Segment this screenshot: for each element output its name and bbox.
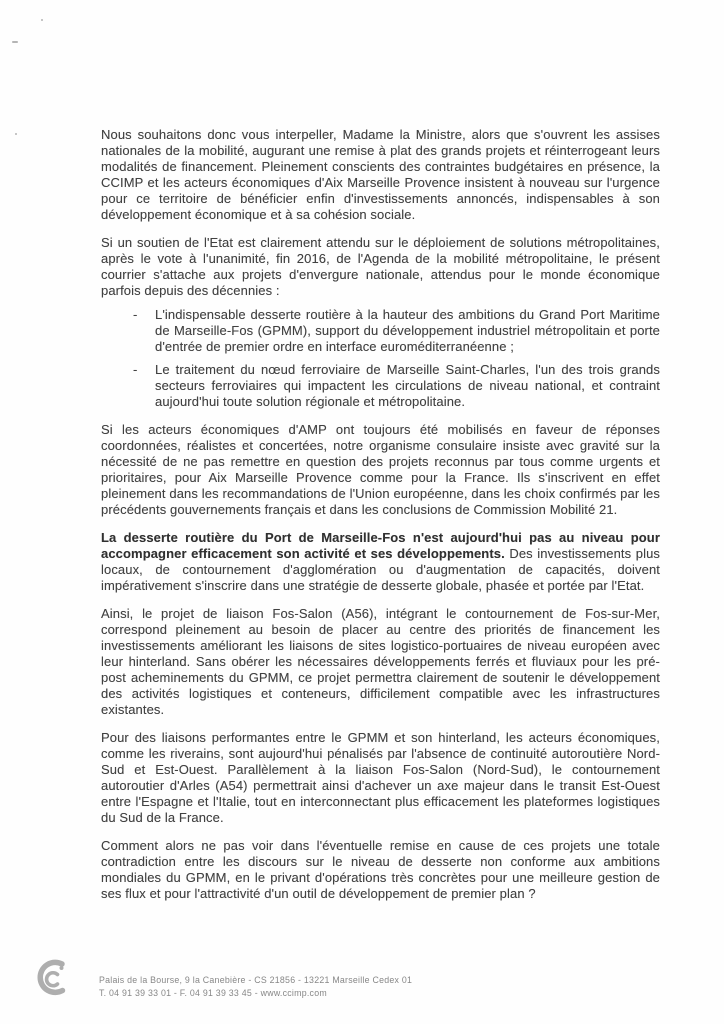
bullet-text: L'indispensable desserte routière à la hauteur des ambitions du Grand Port Maritime de Marseille-Fos (GPMM), support du développement industriel métropolitain et porte d'entrée de premier ordre en interface euroméditerranéenne ; <box>155 307 660 354</box>
paragraph-port-emphasis <box>101 530 660 594</box>
letter-body <box>101 127 660 914</box>
bold-statement: La desserte routière du Port de Marseille-Fos n'est aujourd'hui pas au niveau pour accompagner efficacement son activité et ses développements. <box>101 530 660 561</box>
paragraph-intro: Nous souhaitons donc vous interpeller, Madame la Ministre, alors que s'ouvrent les assises nationales de la mobilité, augurant une remise à plat des grands projets et réinterrogeant leurs modalités de financement. Pleinement conscients des contraintes budgétaires en présence, la CCIMP et les acteurs économiques d'Aix Marseille Provence insistent à nouveau sur l'urgence pour ce territoire de bénéficier enfin d'investissements annoncés, indispensables à son développement économique et à sa cohésion sociale. <box>101 127 660 222</box>
bullet-dash: - <box>133 307 138 322</box>
footer-address: Palais de la Bourse, 9 la Canebière - CS 21856 - 13221 Marseille Cedex 01 <box>99 975 413 985</box>
footer-text-block <box>99 974 412 1000</box>
paragraph-mobilisation: Si les acteurs économiques d'AMP ont toujours été mobilisés en faveur de réponses coordonnées, réalistes et concertées, notre organisme consulaire insiste avec gravité sur la nécessité de ne pas remettre en question des projets reconnus par tous comme urgents et prioritaires, pour Aix Marseille Provence comme pour la France. Ils s'inscrivent en effet pleinement dans les recommandations de l'Union européenne, dans les choix confirmés par les précédents gouvernements français et dans les conclusions de Commission Mobilité 21. <box>101 422 660 517</box>
paragraph-fos-salon: Ainsi, le projet de liaison Fos-Salon (A56), intégrant le contournement de Fos-sur-Mer, correspond pleinement au besoin de placer au centre des priorités de financement les investissements améliorant les liaisons de sites logistico-portuaires de niveau européen avec leur hinterland. Sans obérer les nécessaires développements ferrés et fluviaux pour les pré-post acheminements du GPMM, ce projet permettra clairement de soutenir le développement des activités logistiques et conteneurs, difficilement compatible avec les infrastructures existantes. <box>101 606 660 717</box>
bullet-text: Le traitement du nœud ferroviaire de Marseille Saint-Charles, l'un des trois grands secteurs ferroviaires qui impactent les circulations de niveau national, et contraint aujourd'hui toute solution régionale et métropolitaine. <box>155 362 660 409</box>
bullet-item-road-access <box>101 307 660 355</box>
footer-contact: T. 04 91 39 33 01 - F. 04 91 39 33 45 - www.ccimp.com <box>99 988 327 998</box>
scan-speck <box>41 19 43 21</box>
cci-logo <box>30 954 74 1000</box>
paragraph-projects-intro: Si un soutien de l'Etat est clairement attendu sur le déploiement de solutions métropolitaines, après le vote à l'unanimité, fin 2016, de l'Agenda de la mobilité métropolitaine, le présent courrier s'attache aux projets d'envergure nationale, attendus pour le monde économique parfois depuis des décennies : <box>101 235 660 298</box>
scan-speck <box>15 133 17 135</box>
letter-footer <box>30 954 412 1000</box>
paragraph-text: Des investissements plus locaux, de contournement d'agglomération ou d'augmentation de capacités, doivent impérativement s'inscrire dans une stratégie de desserte globale, phasée et portée par l'Etat. <box>101 546 660 593</box>
bullet-dash: - <box>133 362 138 377</box>
paragraph-liaisons: Pour des liaisons performantes entre le GPMM et son hinterland, les acteurs économiques, comme les riverains, sont aujourd'hui pénalisés par l'absence de continuité autoroutière Nord-Sud et Est-Ouest. Parallèlement à la liaison Fos-Salon (Nord-Sud), le contournement autoroutier d'Arles (A54) permettrait ainsi d'achever un axe majeur dans le transit Est-Ouest entre l'Espagne et l'Italie, tout en interconnectant plus efficacement les plateformes logistiques du Sud de la France. <box>101 730 660 825</box>
bullet-item-rail-node <box>101 362 660 410</box>
scan-speck <box>12 41 18 43</box>
paragraph-conclusion-question: Comment alors ne pas voir dans l'éventuelle remise en cause de ces projets une totale contradiction entre les discours sur le niveau de desserte non conforme aux ambitions mondiales du GPMM, en le privant d'opérations très concrètes pour une meilleure gestion de ses flux et pour l'attractivité d'un outil de développement de premier plan ? <box>101 838 660 901</box>
